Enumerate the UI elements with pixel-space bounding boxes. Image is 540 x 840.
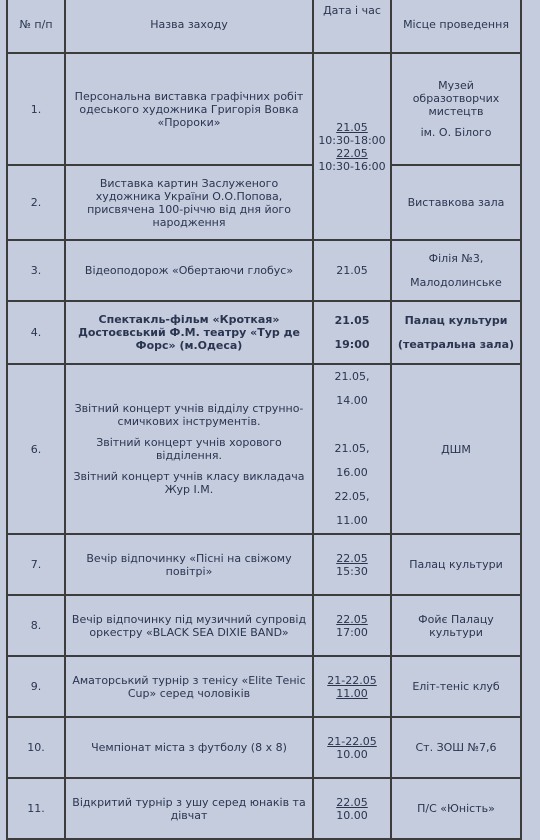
row-name: Вечір відпочинку під музичний супровід оркестру «BLACK SEA DIXIE BAND» <box>65 595 313 656</box>
date-link[interactable]: 22.05 <box>336 612 368 626</box>
date-link[interactable]: 22.05 <box>336 551 368 565</box>
datetime-line: 22.05, 11.00 <box>334 490 370 527</box>
row-num: 7. <box>7 534 65 595</box>
date-link[interactable]: 22.05 <box>336 795 368 809</box>
row-venue: Еліт-теніс клуб <box>391 656 521 717</box>
header-datetime: Дата і час <box>313 0 391 53</box>
row-venue: Ст. ЗОШ №7,6 <box>391 717 521 778</box>
table-row <box>7 53 521 165</box>
spacer <box>70 462 308 470</box>
row-name: Відкритий турнір з ушу серед юнаків та дівчат <box>65 778 313 839</box>
row-name: Спектакль-фільм «Кроткая» Достоєвський Ф.М. театру «Тур де Форс» (м.Одеса) <box>65 301 313 364</box>
row-num: 4. <box>7 301 65 364</box>
time-text: 17:00 <box>336 625 368 639</box>
row-num: 6. <box>7 364 65 534</box>
time-text: 10.00 <box>336 747 368 761</box>
venue-line: ім. О. Білого <box>420 126 492 139</box>
table-row <box>7 301 521 364</box>
row-num: 2. <box>7 165 65 240</box>
name-line: Звітний концерт учнів відділу струнно-смичкових інструментів. <box>74 402 304 428</box>
time-text: 15:30 <box>336 564 368 578</box>
time-text: 19:00 <box>334 337 370 351</box>
time-text: 10:30-16:00 <box>318 159 386 173</box>
time-text: 10:30-18:00 <box>318 133 386 147</box>
venue-line: Філія №3, <box>428 251 484 265</box>
header-num <box>7 0 65 53</box>
row-name: Персональна виставка графічних робіт одеського художника Григорія Вовка «Пророки» <box>65 53 313 165</box>
table-header-row <box>7 0 521 53</box>
row-name <box>65 364 313 534</box>
header-num-text: № п/п <box>19 17 53 31</box>
time-text: 10.00 <box>336 808 368 822</box>
table-row <box>7 717 521 778</box>
row-venue: ДШМ <box>391 364 521 534</box>
row-date: 21.05 <box>313 240 391 301</box>
row-venue: Виставкова зала <box>391 165 521 240</box>
header-name: Назва заходу <box>65 0 313 53</box>
table-row <box>7 364 521 534</box>
venue-line: Музей образотворчих мистецтв <box>412 79 500 118</box>
date-text: 21.05 <box>334 313 370 327</box>
header-venue: Місце проведення <box>391 0 521 53</box>
name-line: Звітний концерт учнів класу викладача Жур І.М. <box>73 470 305 496</box>
row-num: 9. <box>7 656 65 717</box>
row-datetime <box>313 778 391 839</box>
spacer <box>396 118 516 126</box>
date-link[interactable]: 21-22.05 <box>327 673 377 687</box>
row-venue: П/С «Юність» <box>391 778 521 839</box>
row-datetime <box>313 534 391 595</box>
venue-line: (театральна зала) <box>397 337 515 351</box>
row-datetime <box>313 301 391 364</box>
row-venue: Палац культури <box>391 534 521 595</box>
row-name: Виставка картин Заслуженого художника України О.О.Попова, присвячена 100-річчю від дня його народження <box>65 165 313 240</box>
row-name: Аматорський турнір з тенісу «Elite Теніс Cup» серед чоловіків <box>65 656 313 717</box>
row-name: Чемпіонат міста з футболу (8 х 8) <box>65 717 313 778</box>
table-row <box>7 778 521 839</box>
row-datetime <box>313 717 391 778</box>
table-row <box>7 595 521 656</box>
row-num: 11. <box>7 778 65 839</box>
name-line: Звітний концерт учнів хорового відділення. <box>96 436 282 462</box>
row-name: Відеоподорож «Обертаючи глобус» <box>65 240 313 301</box>
datetime-line: 21.05, 14.00 <box>334 370 370 407</box>
table-row <box>7 534 521 595</box>
date-link[interactable]: 22.05 <box>336 146 368 160</box>
date-link[interactable]: 21-22.05 <box>327 734 377 748</box>
row-venue <box>391 301 521 364</box>
row-num: 1. <box>7 53 65 165</box>
table-row <box>7 165 521 240</box>
venue-line: Малодолинське <box>410 275 502 289</box>
table-row <box>7 240 521 301</box>
row-num: 3. <box>7 240 65 301</box>
spacer <box>318 413 386 437</box>
row-venue: Фойє Палацу культури <box>391 595 521 656</box>
row-venue <box>391 53 521 165</box>
venue-line: Палац культури <box>404 313 508 327</box>
time-link[interactable]: 11.00 <box>336 686 368 700</box>
row-datetime <box>313 364 391 534</box>
row-venue <box>391 240 521 301</box>
date-link[interactable]: 21.05 <box>336 120 368 134</box>
events-table <box>6 0 522 840</box>
table-row <box>7 656 521 717</box>
row-datetime-shared <box>313 53 391 240</box>
row-num: 10. <box>7 717 65 778</box>
row-datetime <box>313 656 391 717</box>
row-name: Вечір відпочинку «Пісні на свіжому повітрі» <box>65 534 313 595</box>
spacer <box>70 428 308 436</box>
row-num: 8. <box>7 595 65 656</box>
datetime-line: 21.05, 16.00 <box>334 442 370 479</box>
row-datetime <box>313 595 391 656</box>
